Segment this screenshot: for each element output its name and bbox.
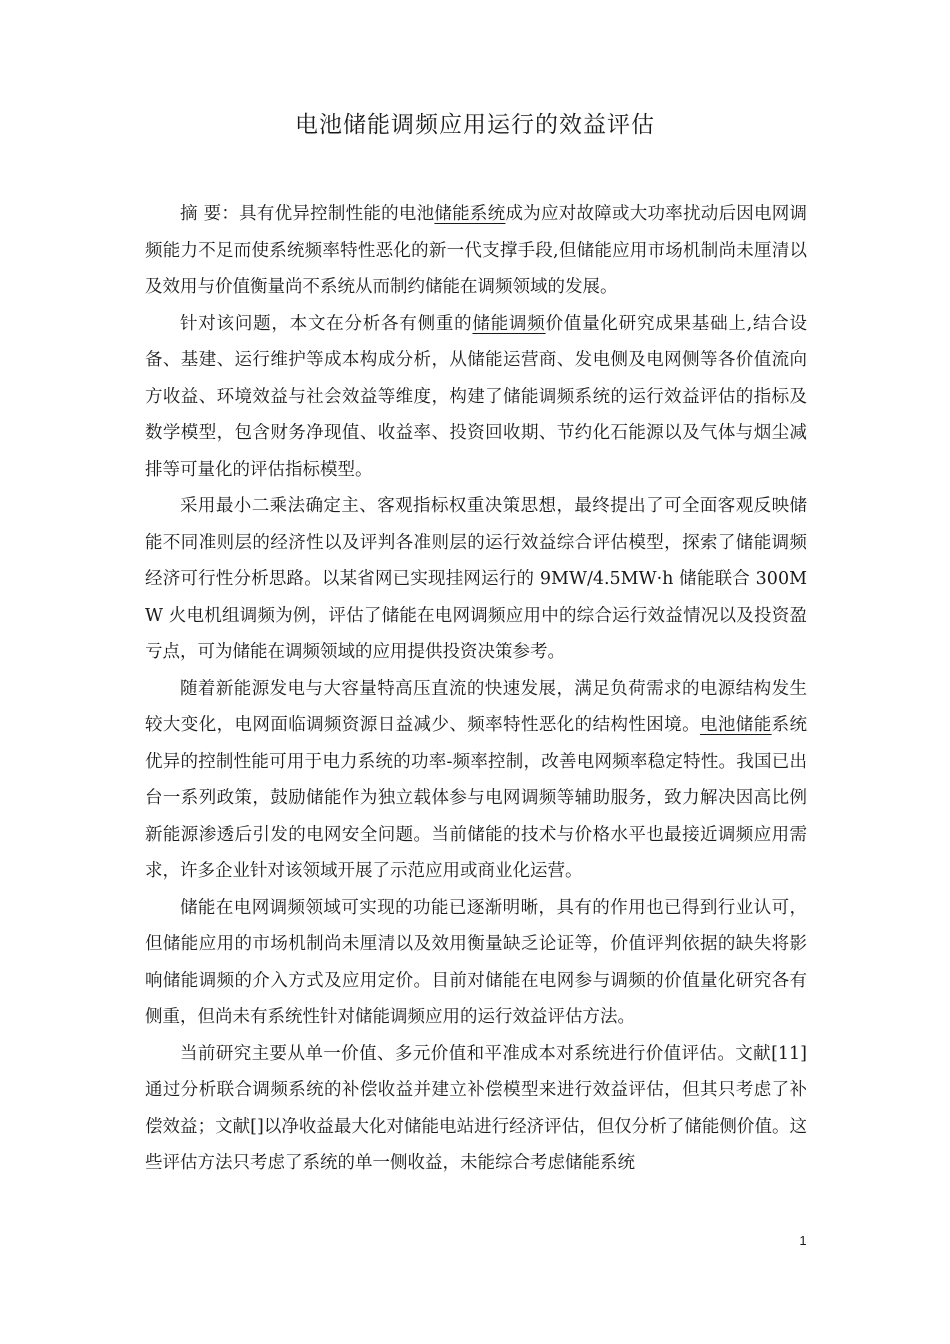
link-energy-storage-system[interactable]: 储能系统 (434, 204, 506, 224)
paragraph-text: 随着新能源发电与大容量特高压直流的快速发展，满足负荷需求的电源结构发生较大变化，电网面临调频资源日益减少、频率特性恶化的结构性困境。 (145, 678, 807, 735)
body-paragraph (145, 671, 807, 890)
body-paragraph (145, 306, 807, 489)
paragraph-text: 采用最小二乘法确定主、客观指标权重决策思想，最终提出了可全面客观反映储能不同准则层的经济性以及评判各准则层的运行效益综合评估模型，探索了储能调频经济可行性分析思路。以某省网已实现挂网运行的 9MW/4.5MW·h 储能联合 300MW 火电机组调频为例，评估了储能在电网调频应用中的综合运行效益情况以及投资盈亏点，可为储能在调频领域的应用提供投资决策参考。 (145, 496, 807, 662)
paragraph-text: 成为应对故障或大功率扰动后因电网调频能力不足而使系统频率特性恶化的新一代支撑手段,但储能应用市场机制尚未厘清以及效用与价值衡量尚不系统从而制约储能在调频领域的发展。 (145, 204, 808, 297)
body-paragraph (145, 1036, 807, 1182)
document-body (145, 196, 807, 1182)
document-title: 电池储能调频应用运行的效益评估 (295, 112, 655, 138)
paragraph-text: 系统优异的控制性能可用于电力系统的功率-频率控制，改善电网频率稳定特性。我国已出台一系列政策，鼓励储能作为独立载体参与电网调频等辅助服务，致力解决因高比例新能源渗透后引发的电网安全问题。当前储能的技术与价格水平也最接近调频应用需求，许多企业针对该领域开展了示范应用或商业化运营。 (145, 715, 808, 881)
abstract-paragraph (145, 196, 807, 306)
paragraph-text: 摘 要：具有优异控制性能的电池 (180, 204, 435, 224)
link-energy-storage-frequency-regulation[interactable]: 储能调频 (472, 313, 546, 334)
paragraph-text: 针对该问题，本文在分析各有侧重的 (180, 313, 473, 334)
body-paragraph (145, 890, 807, 1036)
link-battery-energy-storage[interactable]: 电池储能 (699, 715, 772, 735)
page-number: 1 (799, 1233, 807, 1248)
paragraph-text: 储能在电网调频领域可实现的功能已逐渐明晰，具有的作用也已得到行业认可，但储能应用的市场机制尚未厘清以及效用衡量缺乏论证等，价值评判依据的缺失将影响储能调频的介入方式及应用定价。目前对储能在电网参与调频的价值量化研究各有侧重，但尚未有系统性针对储能调频应用的运行效益评估方法。 (145, 897, 807, 1027)
paragraph-text: 价值量化研究成果基础上,结合设备、基建、运行维护等成本构成分析，从储能运营商、发电侧及电网侧等各价值流向方收益、环境效益与社会效益等维度，构建了储能调频系统的运行效益评估的指标及数学模型，包含财务净现值、收益率、投资回收期、节约化石能源以及气体与烟尘减排等可量化的评估指标模型。 (145, 313, 808, 480)
body-paragraph (145, 488, 807, 671)
paragraph-text: 当前研究主要从单一价值、多元价值和平准成本对系统进行价值评估。文献[11]通过分析联合调频系统的补偿收益并建立补偿模型来进行效益评估，但其只考虑了补偿效益；文献[]以净收益最大化对储能电站进行经济评估，但仅分析了储能侧价值。这些评估方法只考虑了系统的单一侧收益，未能综合考虑储能系统 (145, 1043, 807, 1173)
